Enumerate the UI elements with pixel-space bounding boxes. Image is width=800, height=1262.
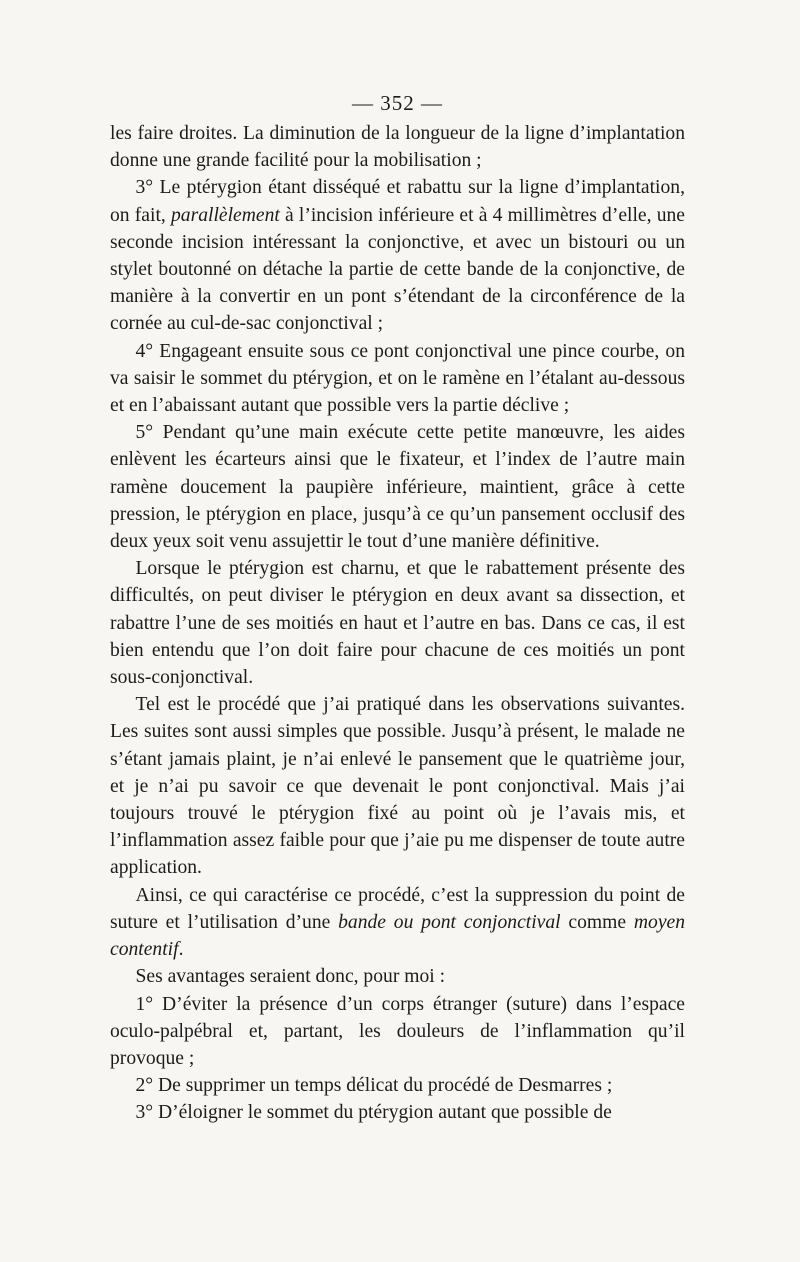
- ainsi-text-b: comme: [560, 911, 634, 933]
- body-text: [110, 120, 685, 1127]
- paragraph-advantage-2: 2° De supprimer un temps délicat du procédé de Desmarres ;: [135, 1075, 613, 1097]
- paragraph-continuation: les faire droites. La diminution de la longueur de la ligne d’implantation donne une grande facilité pour la mobilisation ;: [110, 123, 685, 172]
- page-number: — 352 —: [352, 91, 443, 115]
- paragraph-charnu: Lorsque le ptérygion est charnu, et que le rabattement présente des difficultés, on peut diviser le ptérygion en deux avant sa dissection, et rabattre l’une de ses moitiés en haut et l’autre en bas. Dans ce cas, il est bien entendu que l’on doit faire pour chacune de ces moitiés un pont sous-conjonctival.: [110, 558, 685, 689]
- paragraph-avantages: Ses avantages seraient donc, pour moi :: [135, 966, 446, 988]
- emphasis-bande-ou-pont: bande ou pont conjonctival: [338, 911, 561, 933]
- paragraph-advantage-3: 3° D’éloigner le sommet du ptérygion autant que possible de: [135, 1102, 612, 1124]
- paragraph-step-3: [110, 174, 685, 337]
- document-page: [110, 90, 685, 1127]
- emphasis-parallelement: parallèlement: [170, 204, 280, 226]
- paragraph-procede: Tel est le procédé que j’ai pratiqué dans les observations suivantes. Les suites sont aussi simples que possible. Jusqu’à présent, le malade ne s’étant jamais plaint, je n’ai enlevé le pansement que le quatrième jour, et je n’ai pu savoir ce que devenait le pont conjonctival. Mais j’ai toujours trouvé le ptérygion fixé au point où je l’avais mis, et l’inflammation assez faible pour que j’aie pu me dispenser de toute autre application.: [110, 694, 685, 879]
- emphasis-moyen-contentif: moyen contentif: [110, 911, 686, 961]
- paragraph-step-4: 4° Engageant ensuite sous ce pont conjonctival une pince courbe, on va saisir le sommet du ptérygion, et on le ramène en l’étalant au-dessous et en l’abaissant autant que possible vers la partie déclive ;: [110, 340, 685, 417]
- ainsi-text-c: .: [178, 939, 184, 961]
- paragraph-step-5: 5° Pendant qu’une main exécute cette petite manœuvre, les aides enlèvent les écarteurs ainsi que le fixateur, et l’index de l’autre main ramène doucement la paupière inférieure, maintient, grâce à cette pression, le ptérygion en place, jusqu’à ce qu’un pansement occlusif des deux yeux soit venu assujettir le tout d’une manière définitive.: [110, 422, 685, 553]
- paragraph-ainsi: [110, 882, 685, 964]
- step-3-text-a: 3° Le ptérygion étant disséqué et rabattu sur la ligne d’implantation, on fait,: [110, 177, 685, 226]
- ainsi-text-a: Ainsi, ce qui caractérise ce procédé, c’est la suppression du point de suture et l’utilisation d’une: [110, 884, 685, 933]
- paragraph-advantage-1: 1° D’éviter la présence d’un corps étranger (suture) dans l’espace oculo-palpébral et, partant, les douleurs de l’inflammation qu’il provoque ;: [110, 993, 685, 1069]
- step-3-text-b: à l’incision inférieure et à 4 millimètres d’elle, une seconde incision intéressant la conjonctive, et avec un bistouri ou un stylet boutonné on détache la partie de cette bande de la conjonctive, de manière à la convertir en un pont s’étendant de la circonférence de la cornée au cul-de-sac conjonctival ;: [110, 204, 685, 335]
